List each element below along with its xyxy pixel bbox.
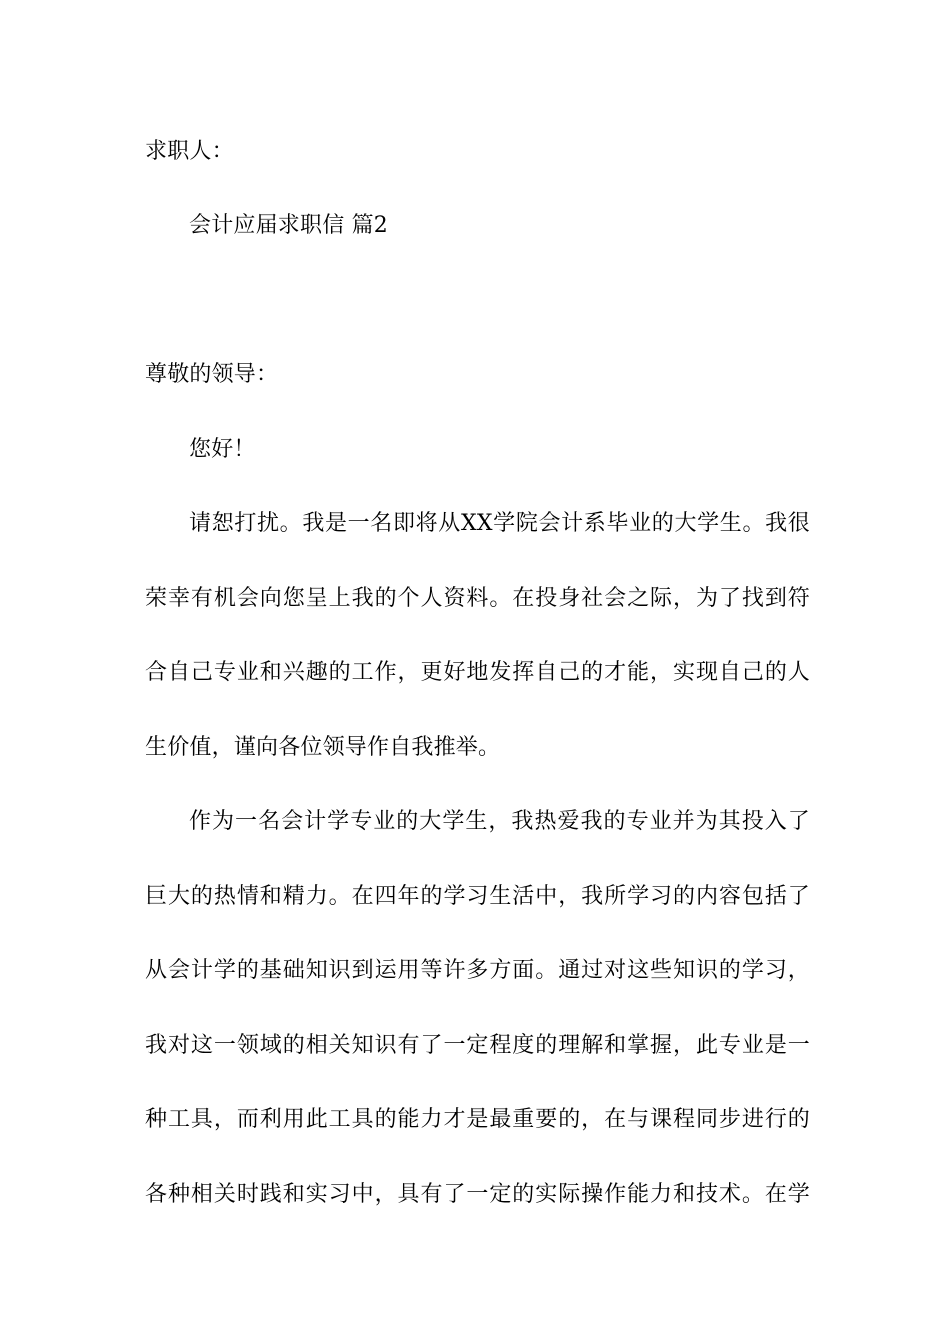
section-heading: 会计应届求职信 篇2 [189,213,388,238]
paragraph-1-line-1: 请恕打扰。我是一名即将从XX学院会计系毕业的大学生。我很 [189,511,810,536]
paragraph-2-line-3: 从会计学的基础知识到运用等许多方面。通过对这些知识的学习， [145,958,810,983]
paragraph-2-line-4: 我对这一领域的相关知识有了一定程度的理解和掌握，此专业是一 [145,1033,810,1058]
paragraph-2-line-1: 作为一名会计学专业的大学生，我热爱我的专业并为其投入了 [189,809,810,834]
paragraph-2-line-5: 种工具，而利用此工具的能力才是最重要的，在与课程同步进行的 [145,1107,810,1132]
greeting: 您好！ [189,437,256,462]
salutation: 尊敬的领导： [145,362,279,387]
paragraph-1-line-3: 合自己专业和兴趣的工作，更好地发挥自己的才能，实现自己的人 [145,660,810,685]
applicant-signature-line: 求职人： [145,139,234,164]
paragraph-1-line-2: 荣幸有机会向您呈上我的个人资料。在投身社会之际，为了找到符 [145,586,810,611]
paragraph-1-line-4: 生价值，谨向各位领导作自我推举。 [145,735,501,760]
paragraph-2-line-6: 各种相关时践和实习中，具有了一定的实际操作能力和技术。在学 [145,1182,810,1207]
paragraph-2-line-2: 巨大的热情和精力。在四年的学习生活中，我所学习的内容包括了 [145,884,810,909]
